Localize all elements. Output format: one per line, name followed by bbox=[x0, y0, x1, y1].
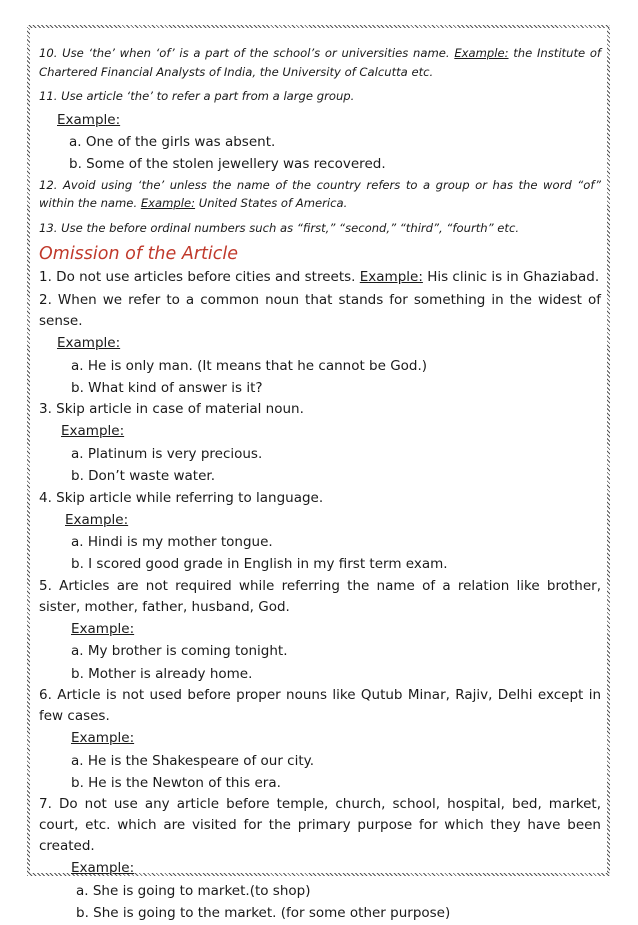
example-label: Example: bbox=[71, 860, 135, 877]
list-item: b. Don’t waste water. bbox=[71, 468, 215, 485]
example-label: Example: bbox=[61, 423, 125, 440]
rule-12-text: 12. Avoid using ‘the’ unless the name of the country refers to a group or has the word “of” within the name. bbox=[39, 177, 601, 211]
list-item: a. She is going to market.(to shop) bbox=[76, 882, 311, 899]
list-item: b. I scored good grade in English in my first term exam. bbox=[71, 556, 448, 573]
rule-10-text: 10. Use ‘the’ when ‘of’ is a part of the school’s or universities name. bbox=[39, 46, 450, 60]
rule-10 bbox=[39, 44, 601, 81]
list-item: a. He is only man. (It means that he cannot be God.) bbox=[71, 357, 428, 374]
rule-13: 13. Use the before ordinal numbers such as “first,” “second,” “third”, “fourth” etc. bbox=[39, 220, 520, 235]
list-item: b. What kind of answer is it? bbox=[71, 380, 263, 397]
list-item: b. She is going to the market. (for some other purpose) bbox=[76, 905, 451, 922]
rule-11: 11. Use article ‘the’ to refer a part from a large group. bbox=[39, 89, 355, 103]
rule-10-example-label: Example: bbox=[454, 46, 509, 60]
point-3: 3. Skip article in case of material noun. bbox=[39, 401, 304, 418]
list-item: b. He is the Newton of this era. bbox=[71, 774, 281, 791]
example-label: Example: bbox=[57, 111, 121, 128]
point-1 bbox=[39, 267, 601, 288]
point-4: 4. Skip article while referring to language. bbox=[39, 489, 324, 506]
example-label: Example: bbox=[57, 335, 121, 352]
point-1-example-label: Example: bbox=[359, 269, 423, 286]
document-body bbox=[39, 44, 601, 925]
list-item: a. He is the Shakespeare of our city. bbox=[71, 752, 314, 769]
point-1-example: His clinic is in Ghaziabad. bbox=[427, 269, 600, 286]
example-label: Example: bbox=[65, 511, 129, 528]
point-2: 2. When we refer to a common noun that stands for something in the widest of sense. bbox=[39, 292, 601, 330]
list-item: a. Platinum is very precious. bbox=[71, 445, 263, 462]
section-heading: Omission of the Article bbox=[39, 244, 238, 265]
rule-12-example-label: Example: bbox=[140, 196, 196, 211]
point-6: 6. Article is not used before proper nouns like Qutub Minar, Rajiv, Delhi except in few cases. bbox=[39, 687, 601, 725]
list-item: b. Mother is already home. bbox=[71, 665, 253, 682]
list-item: b. Some of the stolen jewellery was recovered. bbox=[69, 156, 386, 173]
example-label: Example: bbox=[71, 620, 135, 637]
example-label: Example: bbox=[71, 730, 135, 747]
list-item: a. My brother is coming tonight. bbox=[71, 643, 288, 660]
list-item: a. One of the girls was absent. bbox=[69, 133, 276, 150]
rule-12 bbox=[39, 176, 601, 213]
rule-10-example: the Institute of Chartered Financial Analysts of India, the University of Calcutta etc. bbox=[39, 46, 602, 79]
rule-12-example: United States of America. bbox=[198, 196, 348, 211]
list-item: a. Hindi is my mother tongue. bbox=[71, 534, 273, 551]
point-5: 5. Articles are not required while referring the name of a relation like brother, sister, mother, father, husband, God. bbox=[39, 577, 601, 615]
point-1-text: 1. Do not use articles before cities and streets. bbox=[39, 269, 356, 286]
point-7: 7. Do not use any article before temple, church, school, hospital, bed, market, court, etc. which are visited for the primary purpose for which they have been created. bbox=[39, 796, 601, 855]
